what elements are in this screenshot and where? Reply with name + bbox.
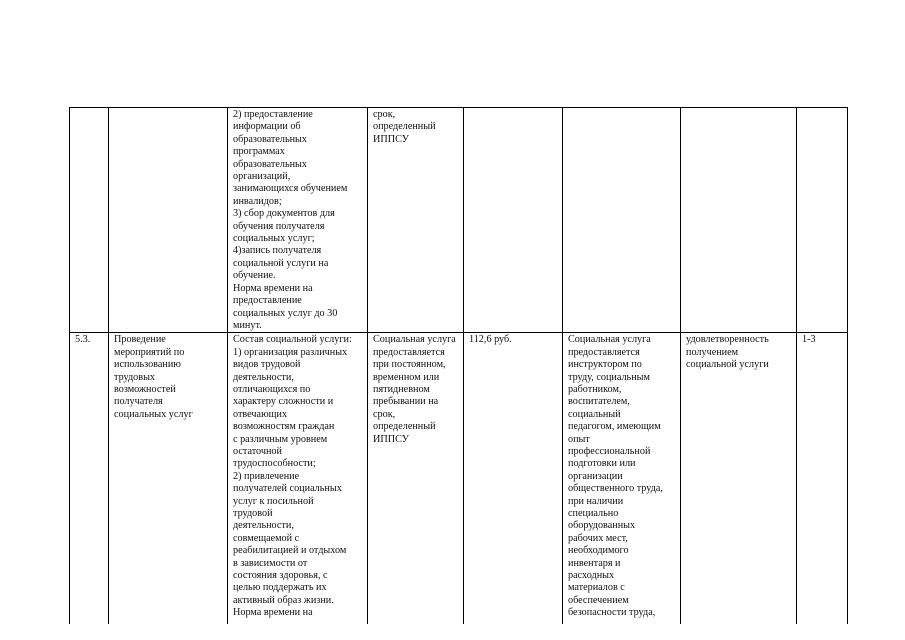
cell-service-code: 1-3 xyxy=(797,333,848,625)
cell-service-term: срок, определенный ИППСУ xyxy=(368,108,464,333)
cell-number: 5.3. xyxy=(70,333,109,625)
cell-service-evaluation: удовлетворенность получением социальной услуги xyxy=(681,333,797,625)
cell-service-code xyxy=(797,108,848,333)
cell-service-description: 2) предоставление информации об образовательных программах образовательных организаций, занимающихся обучением инвалидов; 3) сбор документов для обучения получателя социальных услуг; 4)запись получателя социальной услуги на обучение. Норма времени на предоставление социальных услуг до 30 минут. xyxy=(228,108,368,333)
cell-service-evaluation xyxy=(681,108,797,333)
cell-service-conditions: Социальная услуга предоставляется инструктором по труду, социальным работником, воспитателем, социальный педагогом, имеющим опыт профессиональной подготовки или организации общественного труда, при наличии специально оборудованных рабочих мест, необходимого инвентаря и расходных материалов с обеспечением безопасности труда, xyxy=(563,333,681,625)
cell-service-term: Социальная услуга предоставляется при постоянном, временном или пятидневном пребывании на срок, определенный ИППСУ xyxy=(368,333,464,625)
services-table xyxy=(69,107,848,624)
cell-service-name xyxy=(109,108,228,333)
cell-service-conditions xyxy=(563,108,681,333)
table-row xyxy=(70,108,848,333)
cell-number xyxy=(70,108,109,333)
cell-service-price: 112,6 руб. xyxy=(464,333,563,625)
cell-service-price xyxy=(464,108,563,333)
cell-service-name: Проведение мероприятий по использованию трудовых возможностей получателя социальных услуг xyxy=(109,333,228,625)
cell-service-description: Состав социальной услуги: 1) организация различных видов трудовой деятельности, отличающихся по характеру сложности и отвечающих возможностям граждан с различным уровнем остаточной трудоспособности; 2) привлечение получателей социальных услуг к посильной трудовой деятельности, совмещаемой с реабилитацией и отдыхом в зависимости от состояния здоровья, с целью поддержать их активный образ жизни. Норма времени на xyxy=(228,333,368,625)
table-row xyxy=(70,333,848,625)
